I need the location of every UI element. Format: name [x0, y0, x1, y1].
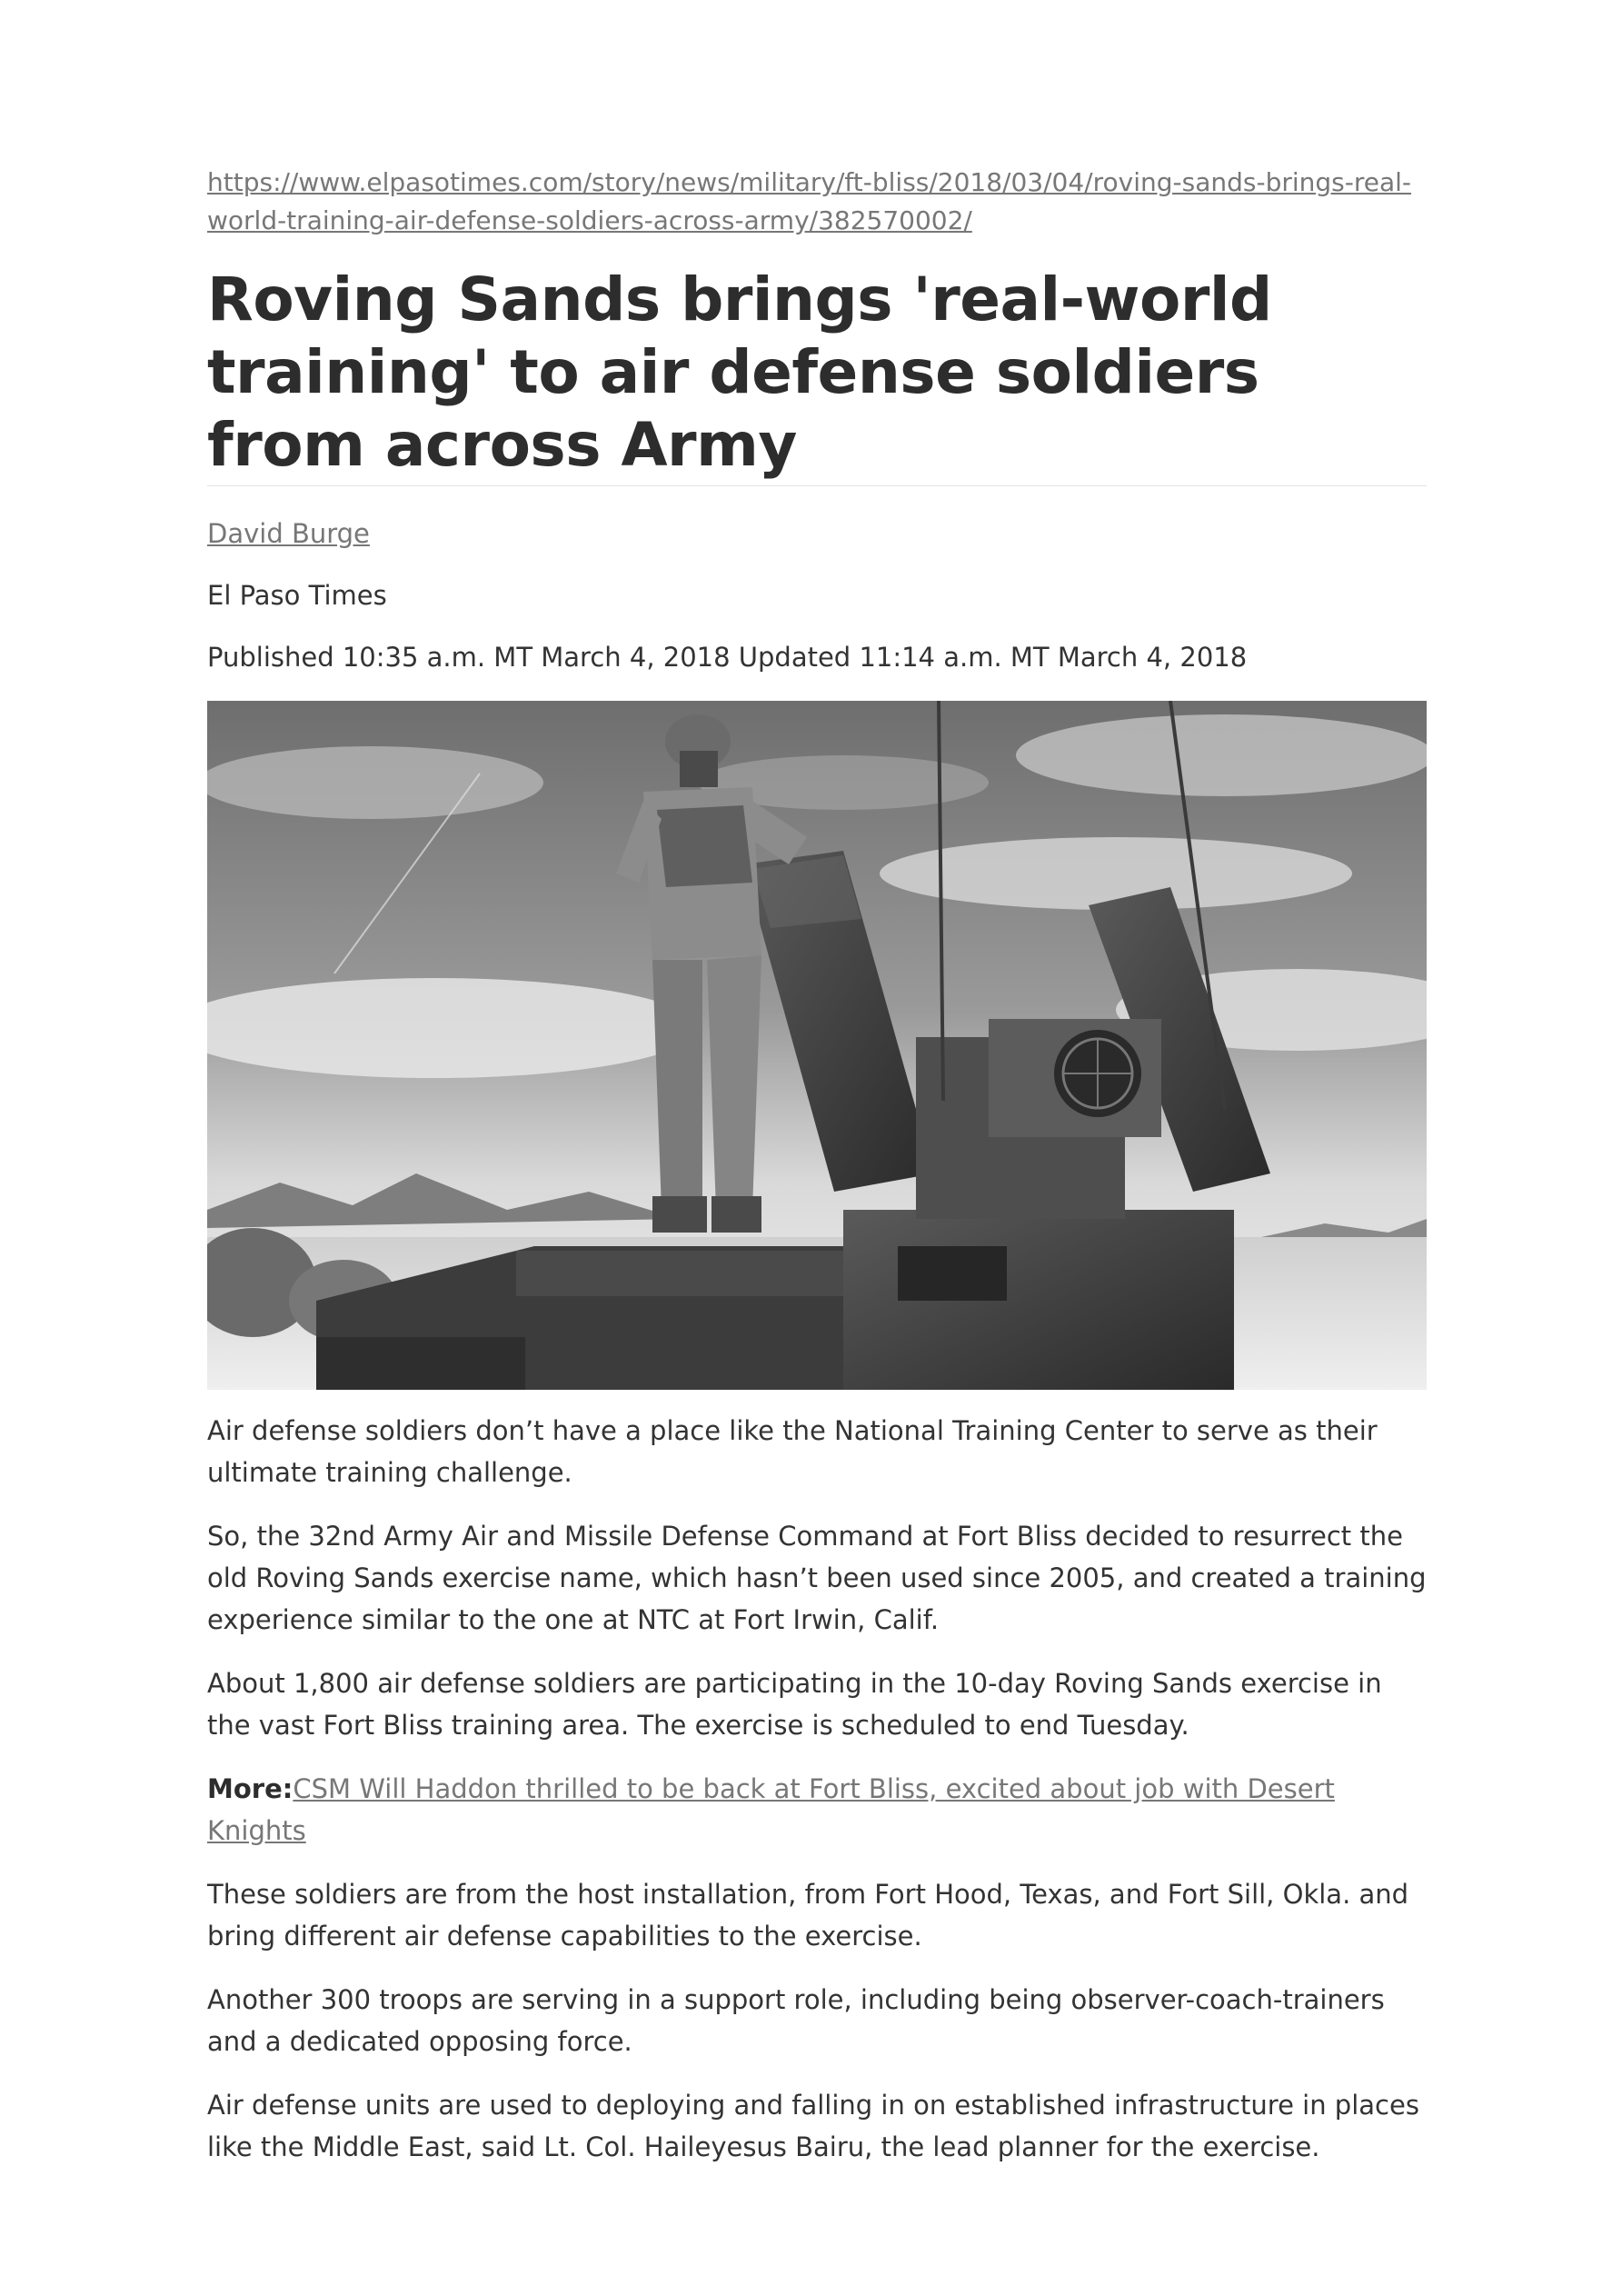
article-headline: Roving Sands brings 'real-world training' to air defense soldiers from across Army [207, 264, 1427, 486]
related-story-link[interactable]: CSM Will Haddon thrilled to be back at Fort Bliss, excited about job with Desert Knights [207, 1773, 1335, 1846]
article-paragraph: Air defense units are used to deploying and falling in on established infrastructure in places like the Middle East, said Lt. Col. Haileyesus Bairu, the lead planner for the exercise. [207, 2090, 1419, 2162]
article-paragraph: Air defense soldiers don’t have a place like the National Training Center to serve as their ultimate training challenge. [207, 1415, 1378, 1488]
source-url-link[interactable]: https://www.elpasotimes.com/story/news/military/ft-bliss/2018/03/04/roving-sands-brings-real-world-training-air-defense-soldiers-across-army/382570002/ [207, 167, 1412, 235]
author-link[interactable]: David Burge [207, 518, 370, 549]
soldier-on-air-defense-vehicle-photo [207, 701, 1427, 1390]
article-paragraph: Another 300 troops are serving in a support role, including being observer-coach-trainers and a dedicated opposing force. [207, 1984, 1385, 2057]
article-paragraph: These soldiers are from the host installation, from Fort Hood, Texas, and Fort Sill, Okla. and bring different air defense capabilities to the exercise. [207, 1879, 1409, 1952]
article-paragraph: About 1,800 air defense soldiers are participating in the 10-day Roving Sands exercise in the vast Fort Bliss training area. The exercise is scheduled to end Tuesday. [207, 1668, 1382, 1741]
more-label: More: [207, 1773, 294, 1804]
article-page [207, 164, 1427, 2168]
article-paragraph: So, the 32nd Army Air and Missile Defense Command at Fort Bliss decided to resurrect the old Roving Sands exercise name, which hasn’t been used since 2005, and created a training experience similar to the one at NTC at Fort Irwin, Calif. [207, 1521, 1427, 1635]
more-related-line [207, 1768, 1427, 1852]
publication-name: El Paso Times [207, 580, 387, 611]
publish-dateline: Published 10:35 a.m. MT March 4, 2018 Updated 11:14 a.m. MT March 4, 2018 [207, 642, 1248, 673]
